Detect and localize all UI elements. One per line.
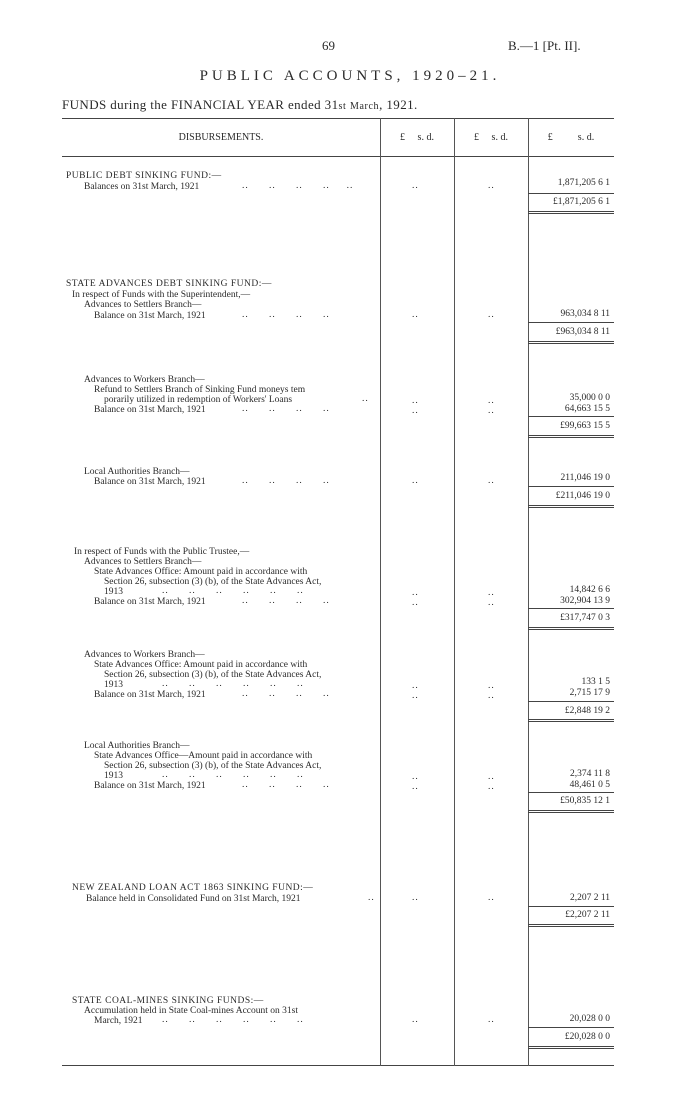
line-item: March, 1921 <box>94 1016 143 1026</box>
amount: 2,715 17 9 <box>569 688 610 698</box>
line-item: Balance on 31st March, 1921 <box>94 781 206 791</box>
amount: 20,028 0 0 <box>569 1014 610 1024</box>
sub-heading: In respect of Funds with the Public Trustee,— <box>74 547 250 557</box>
section-total: £50,835 12 1 <box>560 796 610 806</box>
leader-dots: .. .. <box>412 772 419 792</box>
leader-dots: .. .. .. .. .. <box>242 181 354 191</box>
table-header-rule <box>62 156 614 157</box>
leader-dots: .. .. .. .. .. .. <box>162 770 304 780</box>
branch-heading: Advances to Workers Branch— <box>84 650 205 660</box>
amount: 133 1 5 <box>581 677 610 687</box>
line-item: 1913 <box>104 771 123 781</box>
leader-dots: .. <box>368 893 375 903</box>
total-rule <box>528 792 614 793</box>
leader-dots: .. <box>488 310 495 320</box>
total-rule <box>528 322 614 323</box>
section-total: £963,034 8 11 <box>555 327 610 337</box>
line-item: Refund to Settlers Branch of Sinking Fund moneys tem <box>94 385 306 395</box>
total-rule <box>528 701 614 702</box>
leader-dots: .. .. <box>488 588 495 608</box>
amount: 35,000 0 0 <box>569 393 610 403</box>
leader-dots: .. .. .. .. <box>242 689 330 699</box>
leader-dots: .. .. .. .. <box>242 596 330 606</box>
disbursements-table <box>62 118 614 1066</box>
subtitle-month: March <box>350 101 380 112</box>
section-total: £211,046 19 0 <box>555 491 610 501</box>
branch-heading: Advances to Settlers Branch— <box>84 300 202 310</box>
double-rule <box>528 211 614 214</box>
section-total: £20,028 0 0 <box>564 1032 610 1042</box>
leader-dots: .. <box>412 310 419 320</box>
double-rule <box>528 924 614 927</box>
subtitle-prefix: FUNDS during the FINANCIAL YEAR ended 31 <box>62 97 339 112</box>
double-rule <box>528 810 614 813</box>
leader-dots: .. <box>488 181 495 191</box>
section-heading: STATE COAL-MINES SINKING FUNDS:— <box>72 996 264 1006</box>
total-rule <box>528 906 614 907</box>
amount: 1,871,205 6 1 <box>557 178 610 188</box>
double-rule <box>528 435 614 438</box>
total-rule <box>528 193 614 194</box>
subtitle-suffix: , 1921. <box>379 97 418 112</box>
leader-dots: .. .. .. .. .. .. <box>162 586 304 596</box>
section-total: £99,663 15 5 <box>560 421 610 431</box>
sub-heading: In respect of Funds with the Superintendent,— <box>72 290 251 300</box>
subtitle-st: st <box>338 101 347 112</box>
leader-dots: .. <box>412 181 419 191</box>
line-item: Balance on 31st March, 1921 <box>94 597 206 607</box>
table-top-rule <box>62 118 614 119</box>
subtitle <box>62 97 418 113</box>
line-item: 1913 <box>104 587 123 597</box>
line-item: Balance on 31st March, 1921 <box>94 405 206 415</box>
section-total: £1,871,205 6 1 <box>553 197 610 207</box>
line-item: Balance on 31st March, 1921 <box>94 690 206 700</box>
branch-heading: Advances to Workers Branch— <box>84 375 205 385</box>
leader-dots: .. .. <box>412 681 419 701</box>
total-rule <box>528 416 614 417</box>
line-item: Accumulation held in State Coal-mines Account on 31st <box>84 1006 298 1016</box>
page-title: PUBLIC ACCOUNTS, 1920–21. <box>199 68 501 84</box>
total-rule <box>528 1027 614 1028</box>
leader-dots: .. <box>412 1015 419 1025</box>
leader-dots: .. <box>362 394 369 404</box>
line-item: Section 26, subsection (3) (b), of the State Advances Act, <box>104 670 322 680</box>
double-rule <box>528 1046 614 1049</box>
double-rule <box>528 505 614 508</box>
section-total: £2,848 19 2 <box>564 706 610 716</box>
leader-dots: .. .. <box>488 772 495 792</box>
page-number: 69 <box>322 38 335 53</box>
leader-dots: .. .. .. .. <box>242 310 330 320</box>
amount: 211,046 19 0 <box>560 473 610 483</box>
leader-dots: .. <box>412 893 419 903</box>
leader-dots: .. .. <box>488 396 495 416</box>
branch-heading: Local Authorities Branch— <box>84 741 190 751</box>
leader-dots: .. <box>488 893 495 903</box>
amount: 48,461 0 5 <box>569 780 610 790</box>
column-header-pounds-1: £ s. d. <box>400 132 434 143</box>
section-total: £2,207 2 11 <box>565 910 610 920</box>
line-item: State Advances Office: Amount paid in accordance with <box>94 660 308 670</box>
leader-dots: .. .. .. .. .. .. <box>162 679 304 689</box>
column-header-pounds-2: £ s. d. <box>474 132 508 143</box>
amount: 2,374 11 8 <box>569 769 610 779</box>
column-header-pounds-3: £ s. d. <box>547 132 595 143</box>
line-item: Balance on 31st March, 1921 <box>94 311 206 321</box>
amount: 963,034 8 11 <box>560 309 610 319</box>
double-rule <box>528 341 614 344</box>
leader-dots: .. .. .. .. <box>242 404 330 414</box>
line-item: State Advances Office: Amount paid in accordance with <box>94 567 308 577</box>
double-rule <box>528 719 614 722</box>
document-reference: B.—1 [Pt. II]. <box>508 38 581 53</box>
line-item: Balances on 31st March, 1921 <box>84 182 200 192</box>
column-divider <box>380 118 381 1066</box>
leader-dots: .. .. <box>412 588 419 608</box>
leader-dots: .. <box>488 476 495 486</box>
leader-dots: .. .. <box>488 681 495 701</box>
leader-dots: .. <box>488 1015 495 1025</box>
line-item: State Advances Office—Amount paid in accordance with <box>94 751 313 761</box>
line-item: porarily utilized in redemption of Workers' Loans <box>104 395 293 405</box>
line-item: Balance held in Consolidated Fund on 31st March, 1921 <box>86 894 301 904</box>
amount: 64,663 15 5 <box>564 404 610 414</box>
line-item: Balance on 31st March, 1921 <box>94 477 206 487</box>
amount: 2,207 2 11 <box>569 893 610 903</box>
leader-dots: .. .. .. .. .. .. <box>162 1015 304 1025</box>
table-bottom-rule <box>62 1065 614 1066</box>
amount: 14,842 6 6 <box>569 585 610 595</box>
total-rule <box>528 608 614 609</box>
line-item: Section 26, subsection (3) (b), of the State Advances Act, <box>104 761 322 771</box>
leader-dots: .. .. .. .. <box>242 476 330 486</box>
column-divider <box>454 118 455 1066</box>
leader-dots: .. <box>412 476 419 486</box>
branch-heading: Local Authorities Branch— <box>84 467 190 477</box>
branch-heading: Advances to Settlers Branch— <box>84 557 202 567</box>
section-heading: STATE ADVANCES DEBT SINKING FUND:— <box>66 279 272 289</box>
amount: 302,904 13 9 <box>560 596 610 606</box>
leader-dots: .. .. <box>412 396 419 416</box>
line-item: 1913 <box>104 680 123 690</box>
leader-dots: .. .. .. .. <box>242 780 330 790</box>
total-rule <box>528 486 614 487</box>
double-rule <box>528 627 614 630</box>
section-heading: NEW ZEALAND LOAN ACT 1863 SINKING FUND:— <box>72 883 314 893</box>
section-total: £317,747 0 3 <box>560 613 610 623</box>
column-header-disbursements: DISBURSEMENTS. <box>178 132 264 143</box>
line-item: Section 26, subsection (3) (b), of the State Advances Act, <box>104 577 322 587</box>
section-heading: PUBLIC DEBT SINKING FUND:— <box>66 171 222 181</box>
